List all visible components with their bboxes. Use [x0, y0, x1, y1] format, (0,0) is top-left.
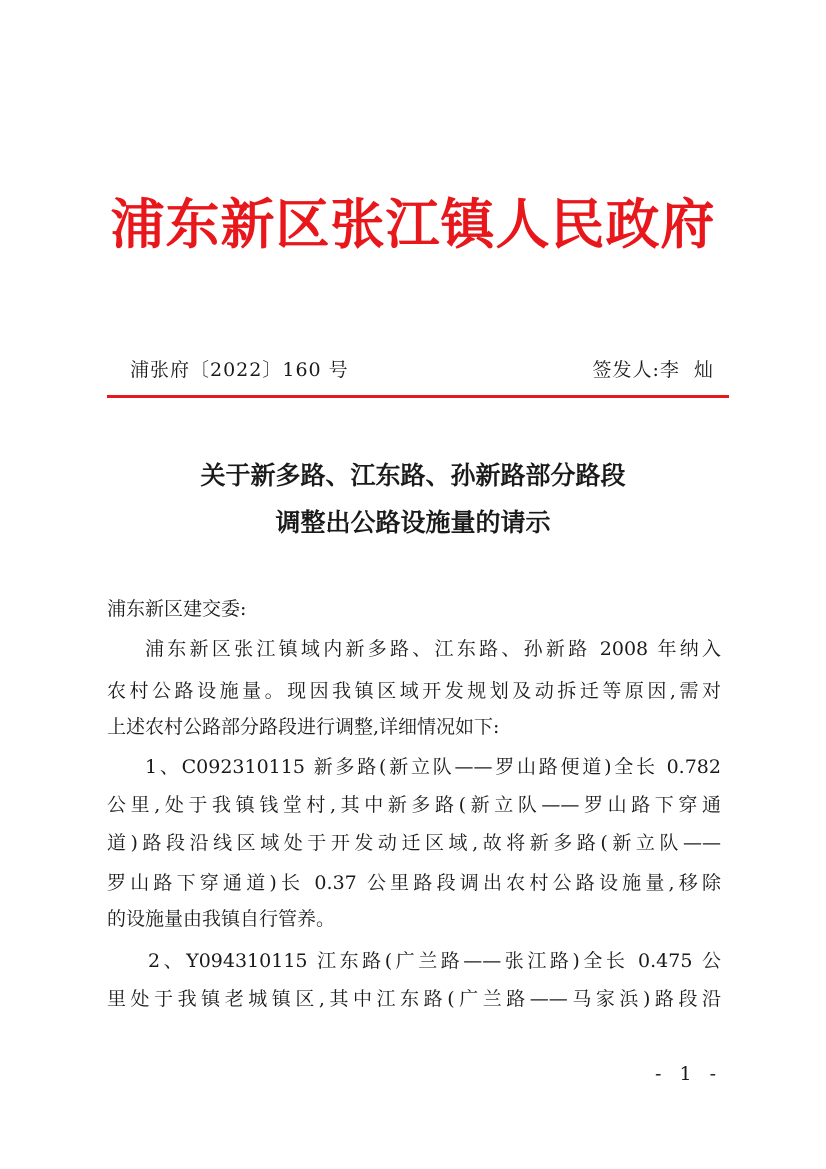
body-line: 罗山路下穿通道)长 0.37 公里路段调出农村公路设施量,移除: [107, 872, 721, 894]
document-title-line-1: 关于新多路、江东路、孙新路部分路段: [200, 461, 626, 490]
document-number: 浦张府〔2022〕160 号: [130, 359, 349, 381]
body-line: 公里,处于我镇钱堂村,其中新多路(新立队——罗山路下穿通: [107, 794, 721, 816]
body-line: 上述农村公路部分路段进行调整,详细情况如下:: [107, 716, 500, 738]
body-line: 2、Y094310115 江东路(广兰路——张江路)全长 0.475 公: [148, 950, 721, 972]
body-line: 浦东新区张江镇域内新多路、江东路、孙新路 2008 年纳入: [145, 638, 721, 660]
body-line: 的设施量由我镇自行管养。: [107, 908, 336, 930]
signer-label: 签发人:李 灿: [592, 359, 714, 381]
page-number: - 1 -: [654, 1063, 722, 1085]
body-line: 道)路段沿线区域处于开发动迁区域,故将新多路(新立队——: [107, 832, 721, 854]
red-divider: [107, 395, 729, 398]
body-line: 1、C092310115 新多路(新立队——罗山路便道)全长 0.782: [145, 756, 721, 778]
body-line: 里处于我镇老城镇区,其中江东路(广兰路——马家浜)路段沿: [107, 988, 721, 1010]
document-title-line-2: 调整出公路设施量的请示: [275, 508, 551, 537]
issuer-header: 浦东新区张江镇人民政府: [110, 192, 716, 256]
body-line: 农村公路设施量。现因我镇区域开发规划及动拆迁等原因,需对: [107, 680, 721, 702]
salutation: 浦东新区建交委:: [107, 598, 247, 620]
